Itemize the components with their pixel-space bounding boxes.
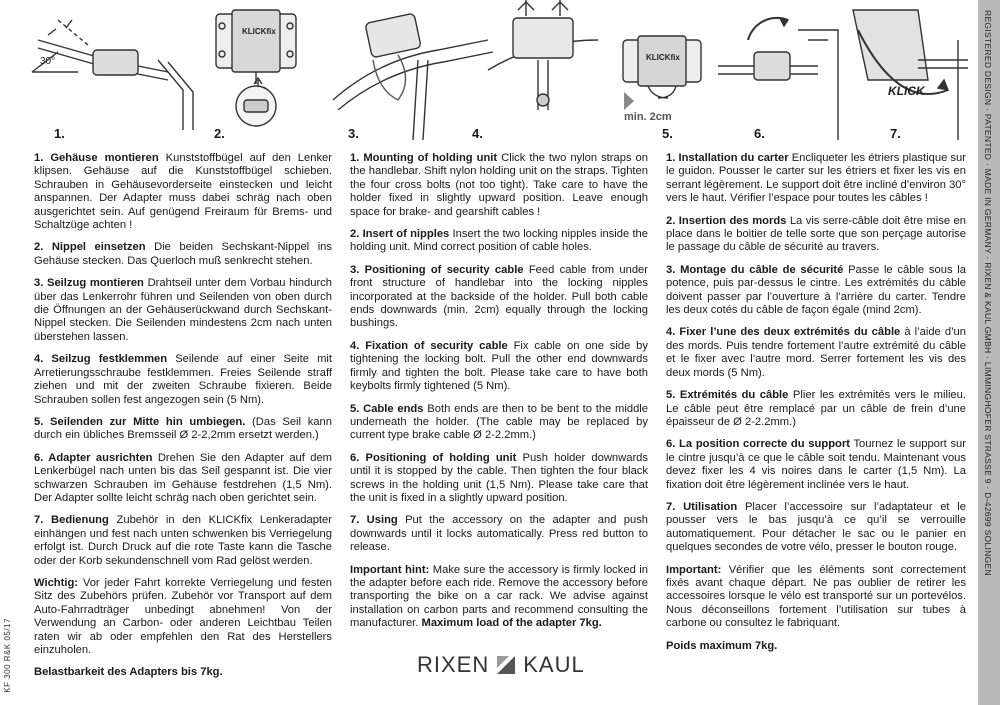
klick-label: KLICK bbox=[888, 84, 925, 98]
right-margin bbox=[978, 0, 1000, 705]
important-note: Important hint: Make sure the accessory is firmly locked in the adapter before each ride. Remove the accessory before transporting the bike on a car rack. We advise against installation on carbon parts and recommend consulting the manufacturer. Maximum load of the adapter 7kg. bbox=[350, 563, 648, 630]
figure-7-basket bbox=[853, 10, 968, 140]
min-distance-label: min. 2cm bbox=[624, 111, 672, 123]
figure-3-cable-routing bbox=[333, 13, 493, 140]
instruction-step: 1. Installation du carter Encliqueter les étriers plastique sur le guidon. Pousser le carter sur les étriers et fixer les vis en serrant légèrement. Le support doit être incliné d’environ 30° vers le haut. Vérifier l’espace pour toutes les câbles ! bbox=[666, 152, 966, 205]
figure-5-cable-ends bbox=[623, 36, 701, 110]
company-imprint: REGISTERED DESIGN · PATENTED · MADE IN GERMANY · RIXEN & KAUL GMBH · LIMMINGHOFER STRASSE 9 · D-42699 SOLINGEN bbox=[983, 10, 993, 576]
figure-number-3: 3. bbox=[348, 126, 359, 141]
instruction-step: 2. Insert of nipples Insert the two locking nipples inside the holding unit. Mind correct position of cable holes. bbox=[350, 228, 648, 254]
instruction-step: 7. Bedienung Zubehör in den KLICKfix Lenkeradapter einhängen und fest nach unten schwenken bis Verriegelung erfolgt ist. Durch Druck auf die rote Taste kann die Tasche oder der Korb sekundenschnell vom Rad gelöst werden. bbox=[34, 514, 332, 567]
instruction-step: 7. Utilisation Placer l’accessoire sur l’adaptateur et le pousser vers le bas jusqu’à ce qu’il se verrouille automatiquement. Pour détacher le sac ou le panier en quelques secondes de votre vélo, presser le bouton rouge. bbox=[666, 500, 967, 554]
instruction-step: 6. Positioning of holding unit Push holder downwards until it is stopped by the cable. Then tighten the four black screws in the holding unit (1,5 Nm). Please take care that the unit is fixed in a slightly upward position. bbox=[350, 451, 648, 504]
instruction-step: 6. Adapter ausrichten Drehen Sie den Adapter auf dem Lenkerbügel nach unten bis das Seil gespannt ist. Die vier schwarzen Schrauben im Gehäuse festdrehen (1,5 Nm). Der Adapter sollte leicht schräg nach oben gerichtet sein. bbox=[34, 451, 332, 504]
instruction-step: 1. Gehäuse montieren Kunststoffbügel auf den Lenker klipsen. Gehäuse auf die Kunststoffbügel schieben. Schrauben in Gehäusevorderseite einstecken und leicht anspannen. Der Adapter muss dabei schräg nach oben ausgerichtet sein. Auf genügend Freiraum für Brems- und Schaltzüge achten ! bbox=[34, 152, 333, 232]
instruction-step: 1. Mounting of holding unit Click the two nylon straps on the handlebar. Shift nylon holding unit on the straps. Tighten the four cross bolts (not too tight). Take care to have the holder fixed in slightly upward position. Leave enough space for brake- and gearshift cables ! bbox=[350, 152, 648, 218]
instruction-step: 5. Cable ends Both ends are then to be bent to the middle underneath the holder. (The cable may be replaced by current type brake cable Ø 2-2.2mm.) bbox=[350, 402, 649, 442]
logo-text-left: RIXEN bbox=[417, 652, 490, 677]
brand-label-figure-2: KLICKfix bbox=[242, 27, 276, 36]
figure-number-2: 2. bbox=[214, 126, 225, 141]
figure-number-4: 4. bbox=[472, 126, 483, 141]
instruction-step: 3. Montage du câble de sécurité Passe le câble sous la potence, puis par-dessus le cintre. Les extrémités du câble doivent passer par l’ouverture à l’arrière du carter. Tendre les deux cotés du câble de façon égale (mind 2cm). bbox=[666, 263, 966, 317]
instruction-step: 5. Seilenden zur Mitte hin umbiegen. (Das Seil kann durch ein übliches Bremsseil Ø 2-2,2mm ersetzt werden.) bbox=[34, 415, 332, 442]
german-instructions bbox=[34, 152, 332, 689]
document-code: KF 300 R&K 05/17 bbox=[3, 618, 12, 693]
instruction-step: 5. Extrémités du câble Plier les extrémités vers le milieu. Le câble peut être remplacé par un câble de frein d’une épaisseur de Ø 2-2.2mm.) bbox=[666, 389, 966, 428]
french-instructions bbox=[666, 152, 966, 662]
figure-number-5: 5. bbox=[662, 126, 673, 141]
figure-number-7: 7. bbox=[890, 126, 901, 141]
logo-text-right: KAUL bbox=[523, 652, 585, 677]
instruction-step: 2. Nippel einsetzen Die beiden Sechskant-Nippel ins Gehäuse stecken. Das Querloch muß senkrecht stehen. bbox=[34, 241, 332, 267]
instruction-step: 7. Using Put the accessory on the adapter and push downwards until it locks automatically. Press red button to release. bbox=[350, 514, 649, 554]
instruction-step: 4. Fixer l’une des deux extrémités du câble à l’aide d’un des mords. Puis tendre fortement l’autre extrémité du câble et le fixer avec l’autre mord. Serrer fortement les vis des deux mords (5 Nm). bbox=[666, 326, 966, 379]
figure-1-handlebar bbox=[32, 20, 193, 130]
max-load-note: Belastbarkeit des Adapters bis 7kg. bbox=[34, 666, 223, 679]
figure-6-alignment bbox=[718, 18, 838, 140]
instruction-step: 3. Positioning of security cable Feed cable from under front structure of handlebar into the locking nipples incorporated at the backside of the holder. Pull both cable ends downwards (min. 2cm) equally through the locking bushings. bbox=[350, 263, 649, 330]
instruction-step: 3. Seilzug montieren Drahtseil unter dem Vorbau hindurch über das Lenkerrohr führen und Seilenden von oben durch die Öffnungen an der Gehäuserückwand durch Sechskant-Nippel stecken. Die Seilenden mindestens 2cm nach unten überstehen lassen. bbox=[34, 277, 332, 343]
angle-label: 30° bbox=[40, 56, 56, 67]
important-note: Wichtig: Vor jeder Fahrt korrekte Verriegelung und festen Sitz des Zubehörs prüfen. Zubehör vor Transport auf dem Auto-Fahrradträger unbedingt abnehmen! Von der Verwendung an Carbon- oder anderen Leichtbau Teilen raten wir ab oder empfehlen den Rat des Herstellers einzuholen. bbox=[34, 576, 332, 656]
english-instructions bbox=[350, 152, 648, 640]
instruction-step: 6. La position correcte du support Tournez le support sur le cintre jusqu’à ce que le câble soit tendu. Maintenant vous devez fixer les 4 vis noires dans le carter (1,5 Nm). La fixation doit être légèrement inclinée vers le haut. bbox=[666, 438, 966, 491]
assembly-illustrations bbox=[18, 0, 978, 148]
instruction-step: 4. Seilzug festklemmen Seilende auf einer Seite mit Arretierungsschraube festklemmen. Freies Seilende straff ziehen und mit der zweiten Schraube fixieren. Beide Schrauben sollen fest angezogen sein (5 Nm). bbox=[34, 353, 332, 406]
max-load-note: Poids maximum 7kg. bbox=[666, 639, 778, 652]
figure-4-clamping bbox=[488, 0, 598, 110]
figure-number-6: 6. bbox=[754, 126, 765, 141]
instruction-step: 4. Fixation of security cable Fix cable on one side by tightening the locking bolt. Pull the other end downwards firmly and tighten the bolt. Please take care to have both keybolts firmly tightened (5 Nm). bbox=[350, 339, 648, 393]
figure-number-1: 1. bbox=[54, 126, 65, 141]
important-note: Important: Vérifier que les éléments sont correctement fixés avant chaque départ. Ne pas oublier de retirer les accessoires lorsque le vélo est transporté sur un portevélos. Nous déconseillons fortement l’utilisation sur tubes à carbone ou consultez le fabriquant. bbox=[666, 563, 966, 630]
instruction-step: 2. Insertion des mords La vis serre-câble doit être mise en place dans le boitier de telle sorte que son perçage autorise le passage du câble de sécurité au travers. bbox=[666, 214, 966, 254]
left-margin bbox=[0, 0, 18, 705]
brand-label-figure-5: KLICKfix bbox=[646, 53, 680, 62]
logo-mark-icon bbox=[495, 654, 517, 676]
rixen-kaul-logo bbox=[417, 652, 585, 678]
